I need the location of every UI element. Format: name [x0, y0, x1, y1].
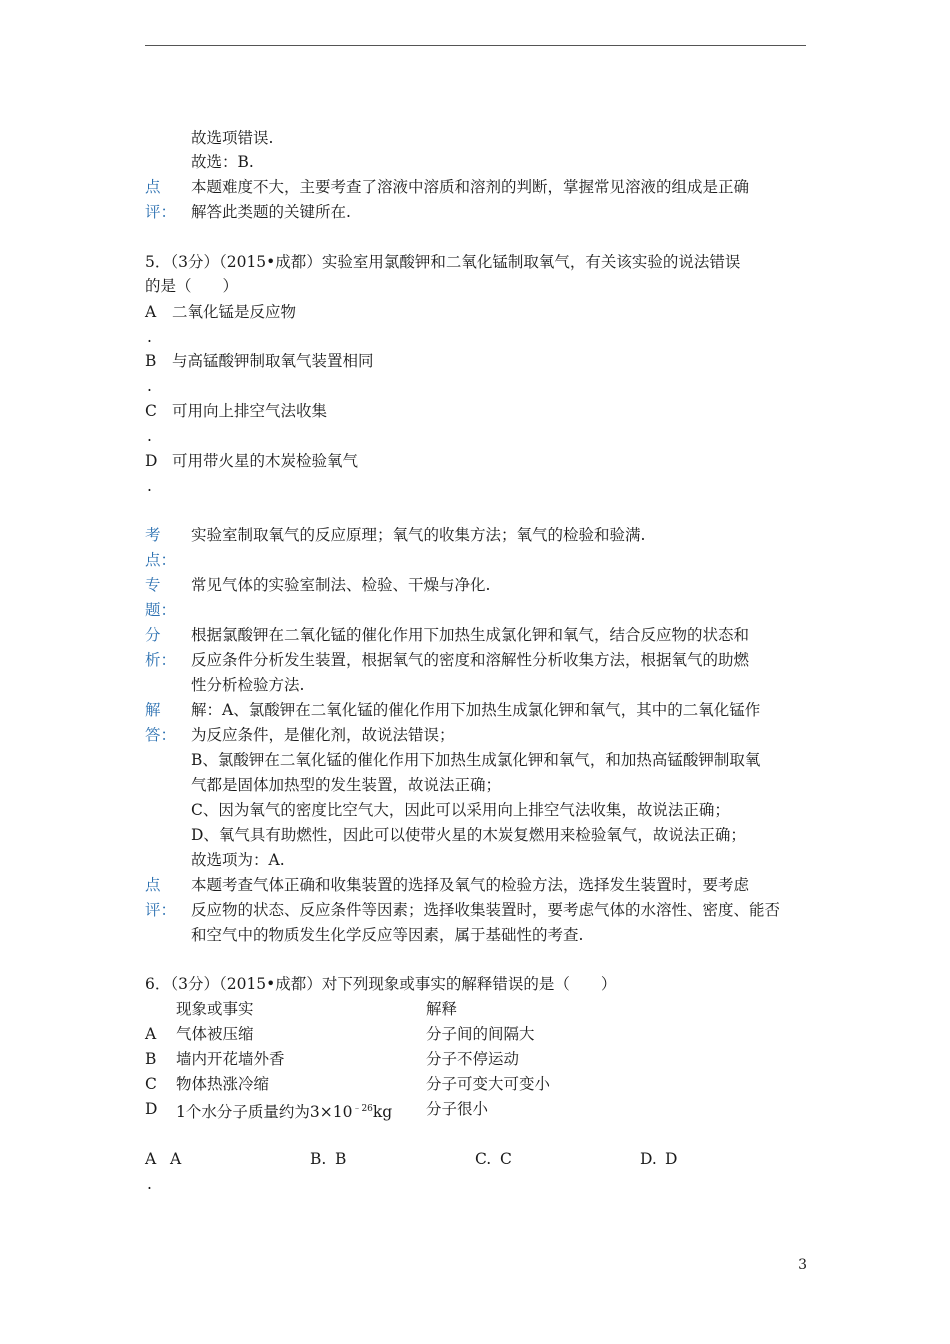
fenxi-label: 分 — [145, 626, 161, 644]
q6-choice-dot: . — [147, 1175, 152, 1193]
dianping-text: 和空气中的物质发生化学反应等因素，属于基础性的考查. — [191, 926, 584, 944]
q5-stem: 5．（3分）（2015•成都）实验室用氯酸钾和二氧化锰制取氧气，有关该实验的说法错误 — [145, 253, 741, 271]
q6-row-phenomenon: 气体被压缩 — [176, 1025, 254, 1043]
q5-option-dot: . — [147, 477, 152, 495]
q5-option-text: 与高锰酸钾制取氧气装置相同 — [172, 352, 374, 370]
fenxi-label: 析： — [145, 651, 177, 669]
q6-choice-text: D — [665, 1150, 678, 1168]
dianping-label: 点 — [145, 876, 161, 894]
q5-option-text: 可用带火星的木炭检验氧气 — [172, 452, 359, 470]
q6-header-explanation: 解释 — [426, 1000, 458, 1018]
header-rule — [145, 45, 806, 46]
dianping-label: 评： — [145, 901, 177, 919]
q6-choice-label: B. — [310, 1150, 327, 1168]
q6-row-letter: A — [145, 1025, 157, 1043]
q6-row-letter: D — [145, 1100, 158, 1118]
q5-option-text: 可用向上排空气法收集 — [172, 402, 328, 420]
q6-choice-text: A — [170, 1150, 182, 1168]
q6-row-phenomenon: 墙内开花墙外香 — [176, 1050, 285, 1068]
jieda-label: 解 — [145, 701, 161, 719]
q6-row-phenomenon-unit: kg — [372, 1103, 393, 1121]
q6-row-phenomenon — [176, 1098, 392, 1120]
q6-row-letter: B — [145, 1050, 157, 1068]
q5-option-dot: . — [147, 377, 152, 395]
q6-row-explanation: 分子可变大可变小 — [426, 1075, 551, 1093]
prev-dianping-label-2: 评： — [145, 203, 177, 221]
q5-option-dot: . — [147, 427, 152, 445]
q6-header-phenomenon: 现象或事实 — [176, 1000, 254, 1018]
q6-row-explanation: 分子不停运动 — [426, 1050, 520, 1068]
fenxi-text: 性分析检验方法. — [191, 676, 305, 694]
q5-option-letter: D — [145, 452, 158, 470]
fenxi-text: 根据氯酸钾在二氧化锰的催化作用下加热生成氯化钾和氧气，结合反应物的状态和 — [191, 626, 750, 644]
prev-answer-line: 故选：B. — [191, 153, 254, 171]
q5-option-dot: . — [147, 328, 152, 346]
q6-row-phenomenon-exponent: ﹣26 — [352, 1104, 373, 1114]
jieda-text: 为反应条件，是催化剂，故说法错误； — [191, 726, 455, 744]
q6-row-phenomenon-base: 1个水分子质量约为3×10 — [176, 1103, 353, 1121]
prev-dianping-text: 本题难度不大，主要考查了溶液中溶质和溶剂的判断，掌握常见溶液的组成是正确 — [191, 178, 750, 196]
q6-stem: 6．（3分）（2015•成都）对下列现象或事实的解释错误的是（ ） — [145, 975, 617, 993]
page-number: 3 — [798, 1257, 807, 1273]
dianping-text: 反应物的状态、反应条件等因素；选择收集装置时，要考虑气体的水溶性、密度、能否 — [191, 901, 781, 919]
prev-dianping-text: 解答此类题的关键所在. — [191, 203, 351, 221]
jieda-text: 解：A、氯酸钾在二氧化锰的催化作用下加热生成氯化钾和氧气，其中的二氧化锰作 — [191, 701, 761, 719]
q5-option-letter: A — [145, 303, 157, 321]
q5-option-text: 二氧化锰是反应物 — [172, 303, 297, 321]
prev-dianping-label: 点 — [145, 178, 161, 196]
jieda-text: C、因为氧气的密度比空气大，因此可以采用向上排空气法收集，故说法正确； — [191, 801, 730, 819]
q5-option-letter: B — [145, 352, 157, 370]
kaodian-text: 实验室制取氧气的反应原理；氧气的收集方法；氧气的检验和验满. — [191, 526, 646, 544]
dianping-text: 本题考查气体正确和收集装置的选择及氧气的检验方法，选择发生装置时，要考虑 — [191, 876, 750, 894]
fenxi-text: 反应条件分析发生装置，根据氧气的密度和溶解性分析收集方法，根据氧气的助燃 — [191, 651, 750, 669]
q6-choice-text: B — [335, 1150, 347, 1168]
q6-choice-label: A — [145, 1150, 157, 1168]
prev-text-line: 故选项错误. — [191, 129, 274, 147]
q6-choice-text: C — [500, 1150, 512, 1168]
zhuanti-label: 题： — [145, 601, 177, 619]
kaodian-label: 点： — [145, 551, 177, 569]
q6-row-explanation: 分子间的间隔大 — [426, 1025, 535, 1043]
jieda-label: 答： — [145, 726, 177, 744]
zhuanti-label: 专 — [145, 576, 161, 594]
jieda-text: 故选项为：A. — [191, 851, 285, 869]
q6-row-phenomenon: 物体热涨冷缩 — [176, 1075, 270, 1093]
q5-stem: 的是（ ） — [145, 277, 239, 295]
jieda-text: B、氯酸钾在二氧化锰的催化作用下加热生成氯化钾和氧气，和加热高锰酸钾制取氧 — [191, 751, 761, 769]
zhuanti-text: 常见气体的实验室制法、检验、干燥与净化. — [191, 576, 491, 594]
q6-choice-label: C. — [475, 1150, 492, 1168]
q5-option-letter: C — [145, 402, 157, 420]
jieda-text: 气都是固体加热型的发生装置，故说法正确； — [191, 776, 502, 794]
q6-choice-label: D. — [640, 1150, 657, 1168]
q6-row-explanation: 分子很小 — [426, 1100, 489, 1118]
q6-row-letter: C — [145, 1075, 157, 1093]
kaodian-label: 考 — [145, 526, 161, 544]
jieda-text: D、氧气具有助燃性，因此可以使带火星的木炭复燃用来检验氧气，故说法正确； — [191, 826, 746, 844]
